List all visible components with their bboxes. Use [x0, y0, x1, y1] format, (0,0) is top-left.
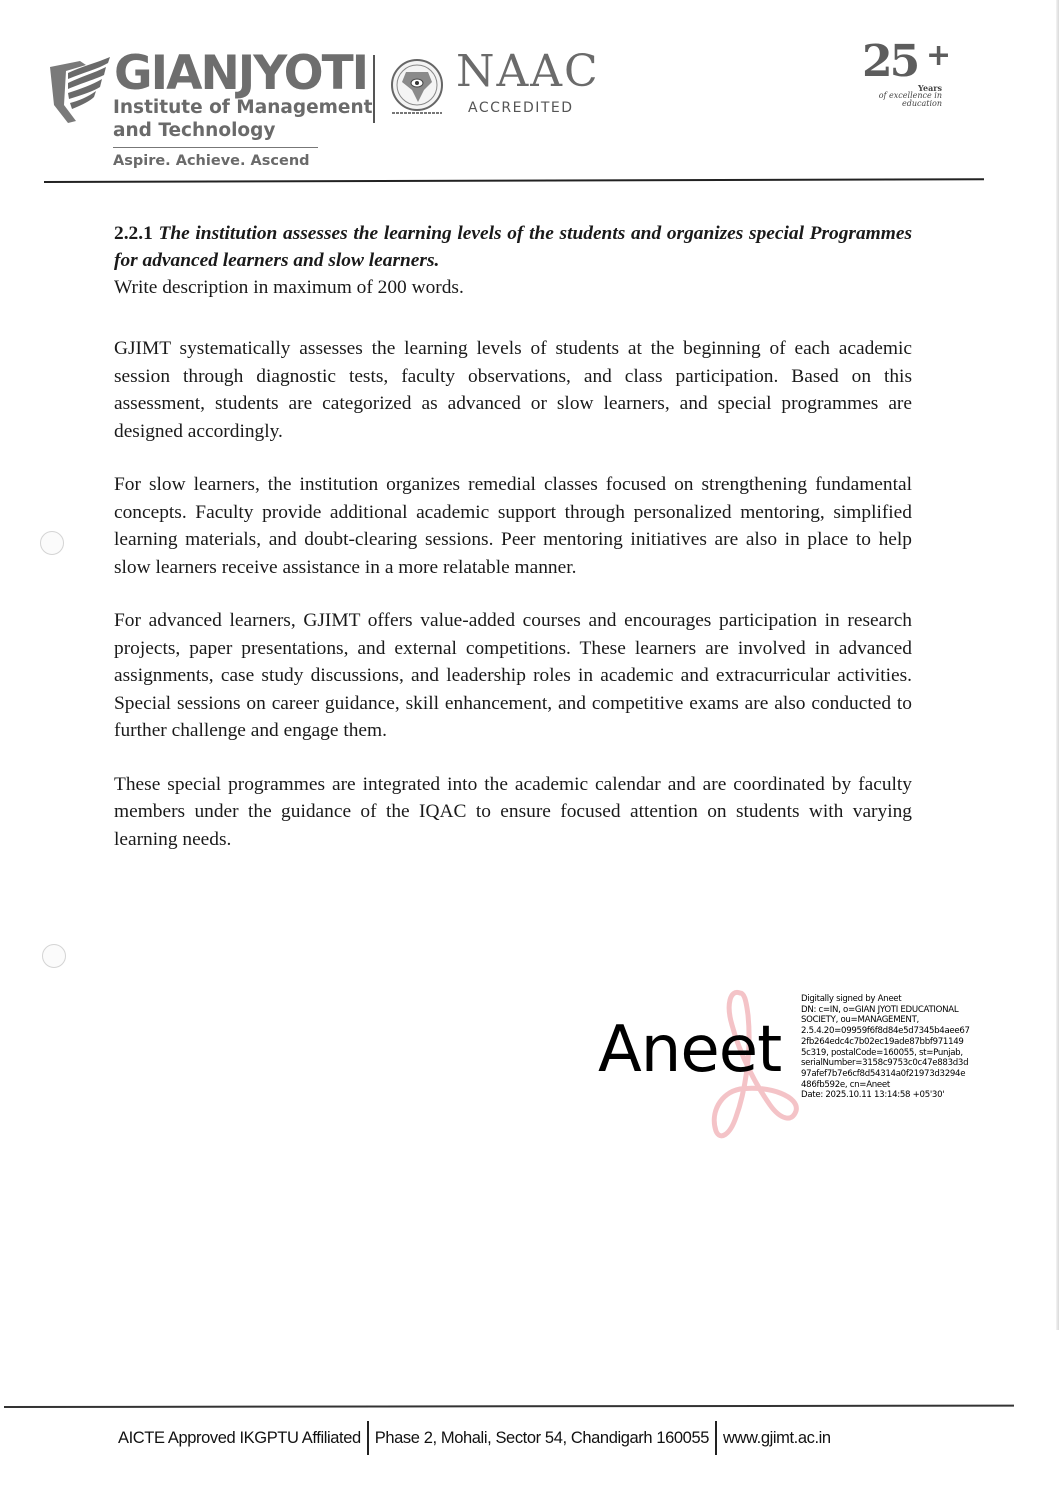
footer-separator: [367, 1421, 369, 1455]
footer-approval: AICTE Approved IKGPTU Affiliated: [118, 1428, 361, 1447]
naac-seal-icon: [388, 58, 446, 116]
brand-underline: [113, 147, 318, 148]
badge-label-line-3: education: [902, 99, 942, 108]
badge-label-line-2: of excellence in: [878, 91, 942, 100]
signature-line: 2fb264edc4c7b02ec19ade87bbf971149: [801, 1036, 964, 1047]
header-divider: [373, 55, 375, 123]
badge-label: [862, 84, 942, 108]
question-instruction: Write description in maximum of 200 words.: [114, 277, 464, 298]
signer-name: Aneet: [598, 1013, 782, 1087]
brand-subtitle: [113, 96, 372, 142]
accredited-label: ACCREDITED: [468, 100, 574, 116]
document-body: [114, 220, 912, 853]
signature-line: 5c319, postalCode=160055, st=Punjab,: [801, 1047, 963, 1058]
badge-plus: +: [926, 38, 952, 73]
question-number: 2.2.1: [114, 223, 153, 244]
years-of-excellence-badge: [862, 36, 952, 120]
signature-date: Date: 2025.10.11 13:14:58 +05'30': [801, 1090, 945, 1101]
badge-label-line-1: Years: [917, 83, 942, 93]
question-title: The institution assesses the learning levels of the students and organizes special Programmes for advanced learners and slow learners.: [114, 223, 912, 271]
brand-name: GIANJYOTI: [114, 46, 368, 101]
badge-number: 25: [862, 36, 918, 87]
signature-line: SOCIETY, ou=MANAGEMENT,: [801, 1015, 919, 1026]
brand-subtitle-line-2: and Technology: [113, 120, 276, 141]
brand-tagline: Aspire. Achieve. Ascend: [113, 153, 310, 169]
signature-line: Digitally signed by Aneet: [801, 994, 902, 1004]
signature-line: DN: c=IN, o=GIAN JYOTI EDUCATIONAL: [801, 1004, 959, 1015]
header-rule: [44, 178, 984, 183]
signature-line: 2.5.4.20=09959f6f8d84e5d7345b4aee67: [801, 1026, 970, 1037]
punch-hole-mark: [42, 944, 66, 968]
footer-separator: [715, 1421, 717, 1455]
paragraph-slow-learners: For slow learners, the institution organizes remedial classes focused on strengthening fundamental concepts. Faculty provide additional academic support through personalized mentoring, simplified learning materials, and doubt-clearing sessions. Peer mentoring initiatives are also in place to help slow learners receive assistance in a more relatable manner.: [114, 474, 912, 578]
naac-wordmark: NAAC: [456, 46, 600, 97]
shield-wing-logo-icon: [46, 55, 112, 125]
footer-website-link[interactable]: www.gjimt.ac.in: [723, 1428, 831, 1447]
footer: [118, 1418, 831, 1458]
paragraph-advanced-learners: For advanced learners, GJIMT offers value-added courses and encourages participation in research projects, paper presentations, and external competitions. These learners are involved in advanced assignments, case study discussions, and leadership roles in academic and extracurricular activities. Special sessions on career guidance, skill enhancement, and competitive exams are also conducted to further challenge and engage them.: [114, 610, 912, 741]
paragraph-assessment: GJIMT systematically assesses the learning levels of students at the beginning of each academic session through diagnostic tests, faculty observations, and class participation. Based on this assessment, students are categorized as advanced or slow learners, and special programmes are designed accordingly.: [114, 338, 912, 442]
brand-subtitle-line-1: Institute of Management: [113, 97, 373, 118]
signature-line: 97afef7b7e6cf8d54314a0f21973d3294e: [801, 1068, 966, 1079]
question-heading: [114, 220, 912, 274]
footer-address: Phase 2, Mohali, Sector 54, Chandigarh 160055: [374, 1428, 710, 1447]
signature-line: 486fb592e, cn=Aneet: [801, 1079, 890, 1090]
signature-details: [801, 994, 970, 1101]
punch-hole-mark: [40, 531, 64, 555]
paragraph-integration: These special programmes are integrated into the academic calendar and are coordinated by faculty members under the guidance of the IQAC to ensure focused attention on students with varying learning needs.: [114, 773, 912, 850]
signature-line: serialNumber=3158c9753c0c47e883d3d: [801, 1058, 969, 1069]
footer-rule: [4, 1405, 1014, 1408]
